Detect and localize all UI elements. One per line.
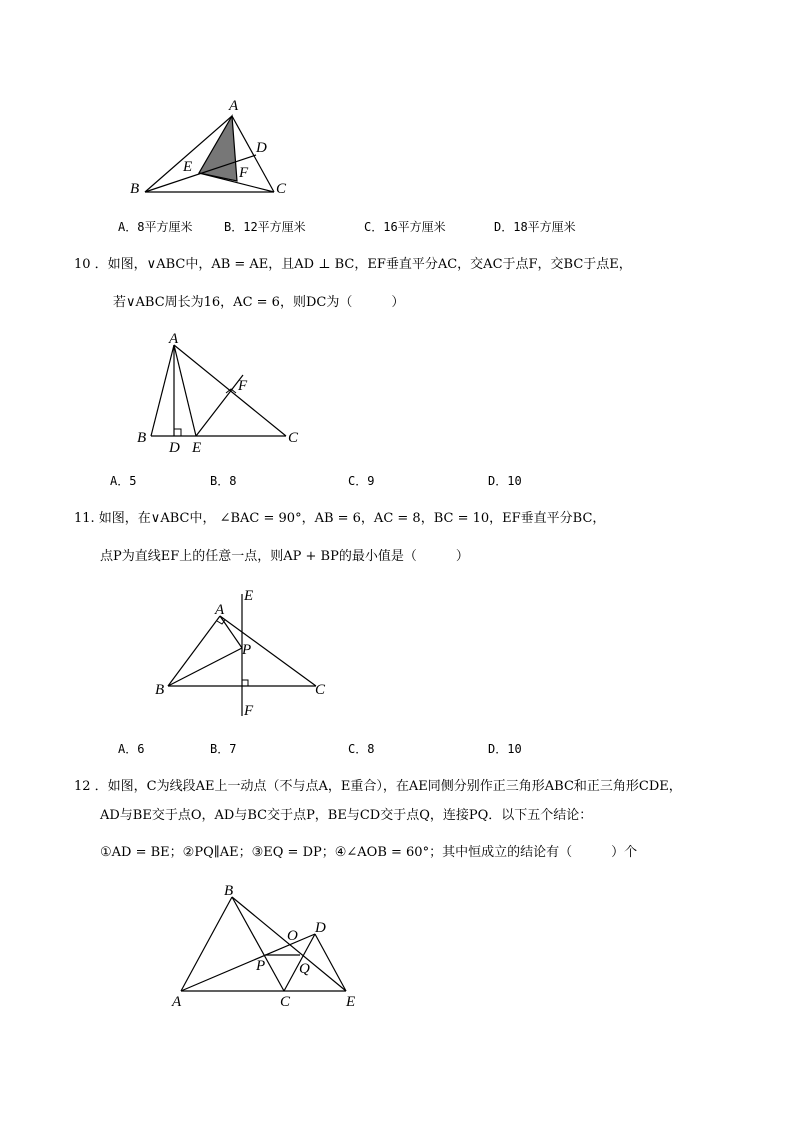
q12-stem-line3: ①AD = BE；②PQ∥AE；③EQ = DP；④∠AOB = 60°；其中恒成立的结论有（ ）个 <box>100 845 638 860</box>
q11-stem-line1: 11. 如图，在∨ABC中， ∠BAC = 90°，AB = 6，AC = 8，BC = 10，EF垂直平分BC， <box>74 511 606 526</box>
q9-option-b: B．12平方厘米 <box>224 220 306 234</box>
q12-label-a: A <box>172 994 182 1010</box>
q11-label-p: P <box>242 642 252 658</box>
q11-stem-line2: 点P为直线EF上的任意一点，则AP + BP的最小值是（ ） <box>100 549 469 564</box>
q11-option-b: B．7 <box>210 742 237 756</box>
q12-side-bc <box>232 897 284 991</box>
q12-label-c: C <box>280 994 291 1010</box>
q11-label-e: E <box>244 588 254 604</box>
q9-label-c: C <box>276 181 287 197</box>
q11-label-f: F <box>244 703 254 719</box>
q11-option-c: C．8 <box>348 742 375 756</box>
q10-stem-line2: 若∨ABC周长为16，AC = 6，则DC为（ ） <box>113 295 405 310</box>
q12-label-b: B <box>224 883 234 899</box>
q10-label-d: D <box>169 440 180 456</box>
q12-stem-line1: 12 ．如图，C为线段AE上一动点（不与点A，E重合），在AE同侧分别作正三角形ABC和正三角形CDE， <box>74 779 682 794</box>
q11-label-c: C <box>315 682 326 698</box>
q11-label-a: A <box>215 602 225 618</box>
q10-label-c: C <box>288 430 299 446</box>
q9-label-a: A <box>229 98 239 114</box>
q9-label-b: B <box>130 181 140 197</box>
q12-label-d: D <box>315 920 326 936</box>
q10-label-e: E <box>192 440 202 456</box>
q9-option-d: D．18平方厘米 <box>494 220 576 234</box>
q11-option-d: D．10 <box>488 742 522 756</box>
q9-label-f: F <box>239 165 249 181</box>
q10-option-a: A．5 <box>110 474 137 488</box>
q12-label-e: E <box>346 994 356 1010</box>
q9-option-a: A．8平方厘米 <box>118 220 193 234</box>
q9-label-d: D <box>256 140 267 156</box>
q10-label-a: A <box>169 331 179 347</box>
q10-label-f: F <box>238 378 248 394</box>
q11-label-b: B <box>155 682 165 698</box>
q10-option-d: D．10 <box>488 474 522 488</box>
q12-label-o: O <box>287 928 298 944</box>
q10-option-c: C．9 <box>348 474 375 488</box>
q10-label-b: B <box>137 430 147 446</box>
q11-option-a: A．6 <box>118 742 145 756</box>
q12-label-q: Q <box>299 961 310 977</box>
q10-stem-line1: 10 ．如图，∨ABC中，AB = AE，且AD ⊥ BC，EF垂直平分AC，交AC于点F，交BC于点E， <box>74 257 632 272</box>
q12-line-be <box>232 897 346 991</box>
q9-label-e: E <box>183 159 193 175</box>
q12-stem-line2: AD与BE交于点O，AD与BC交于点P，BE与CD交于点Q，连接PQ．以下五个结论： <box>100 808 593 823</box>
q10-option-b: B．8 <box>210 474 237 488</box>
q9-option-c: C．16平方厘米 <box>364 220 446 234</box>
q12-side-ab <box>181 897 232 991</box>
q12-side-de <box>315 934 346 991</box>
q12-label-p: P <box>256 958 266 974</box>
